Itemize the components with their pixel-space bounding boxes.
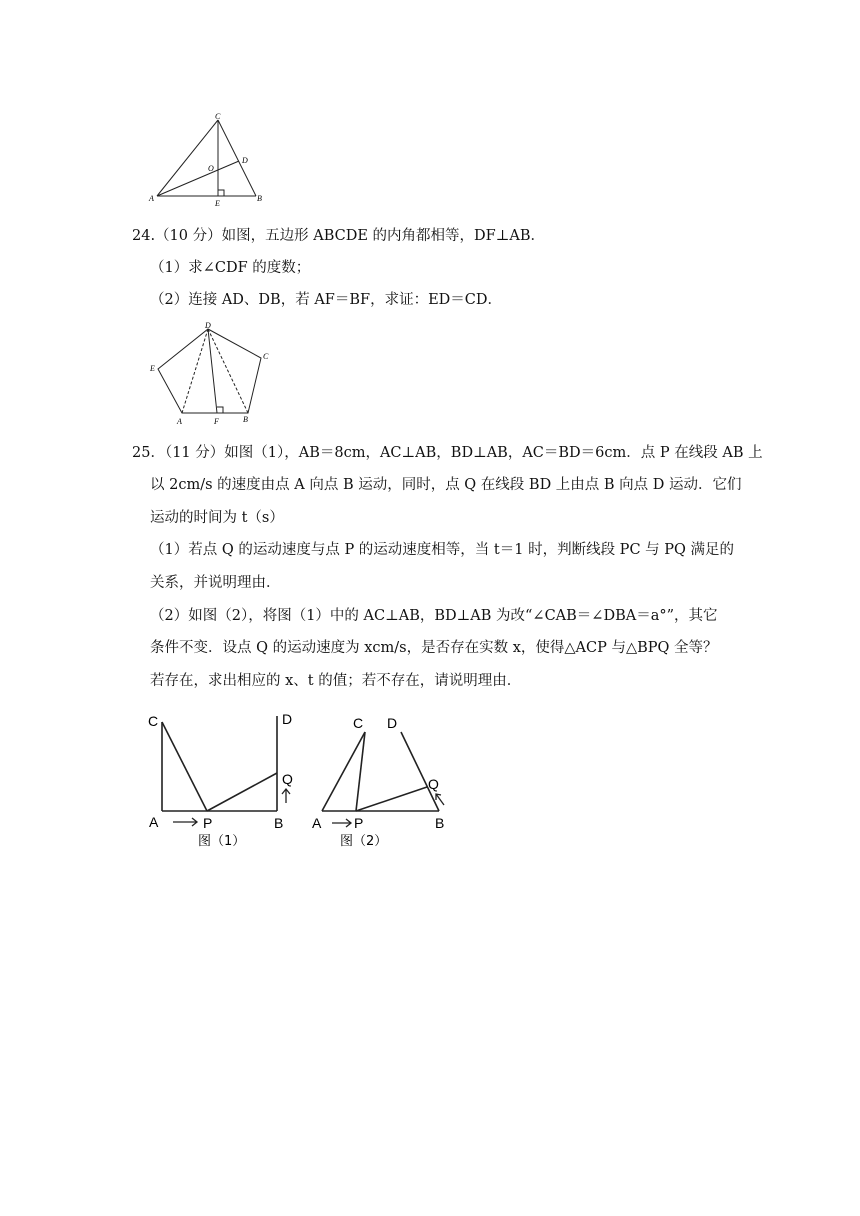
label-b: B: [274, 815, 284, 831]
q24-part1: （1）求∠CDF 的度数；: [150, 260, 311, 276]
label-p: P: [203, 815, 213, 831]
caption-figure-1: 图（1）: [198, 834, 246, 849]
figure-q23: [145, 112, 275, 208]
q25-part2-line1: （2）如图（2），将图（1）中的 AC⊥AB，BD⊥AB 为改“∠CAB＝∠DBA＝a°”，其它: [150, 608, 718, 624]
q25-line3: 运动的时间为 t（s）: [150, 510, 284, 526]
pentagon-diagram: [145, 318, 280, 430]
label-q: Q: [282, 771, 293, 787]
label-b: B: [435, 815, 445, 831]
label-a: A: [149, 814, 159, 830]
label-b: B: [257, 194, 262, 203]
label-d: D: [387, 715, 398, 731]
label-o: O: [208, 164, 214, 173]
q25-part1-line1: （1）若点 Q 的运动速度与点 P 的运动速度相等，当 t＝1 时，判断线段 PC 与 PQ 满足的: [150, 542, 735, 558]
rectangle-motion-diagram: [140, 706, 310, 852]
label-e: E: [215, 199, 220, 208]
q25-line1: 25．（11 分）如图（1），AB＝8cm，AC⊥AB，BD⊥AB，AC＝BD＝6cm．点 P 在线段 AB 上: [132, 445, 763, 461]
label-a: A: [177, 417, 182, 426]
q25-line2: 以 2cm/s 的速度由点 A 向点 B 运动，同时，点 Q 在线段 BD 上由点 B 向点 D 运动．它们: [150, 477, 742, 493]
label-q: Q: [428, 776, 439, 792]
figure-q25-2: [310, 706, 465, 852]
label-d: D: [282, 711, 293, 727]
label-f: F: [214, 417, 219, 426]
q24-part2: （2）连接 AD、DB，若 AF＝BF，求证：ED＝CD．: [150, 292, 502, 308]
label-a: A: [149, 194, 154, 203]
label-d: D: [242, 156, 248, 165]
label-c: C: [215, 112, 221, 121]
label-b: B: [243, 415, 248, 424]
q25-part2-line2: 条件不变．设点 Q 的运动速度为 xcm/s，是否存在实数 x，使得△ACP 与△BPQ 全等？: [150, 640, 718, 656]
label-c: C: [353, 715, 364, 731]
label-c: C: [263, 352, 269, 361]
label-a: A: [312, 815, 322, 831]
triangle-diagram: [145, 112, 275, 208]
label-p: P: [354, 815, 364, 831]
figure-q24: [145, 318, 280, 430]
label-e: E: [150, 364, 155, 373]
angled-motion-diagram: [310, 706, 465, 852]
q25-part2-line3: 若存在，求出相应的 x、t 的值；若不存在，请说明理由．: [150, 673, 522, 689]
figure-q25-1: [140, 706, 310, 852]
label-d: D: [205, 321, 211, 330]
q25-part1-line2: 关系，并说明理由．: [150, 575, 281, 591]
label-c: C: [148, 713, 159, 729]
q24-title: 24.（10 分）如图，五边形 ABCDE 的内角都相等，DF⊥AB．: [132, 228, 545, 244]
caption-figure-2: 图（2）: [340, 834, 388, 849]
